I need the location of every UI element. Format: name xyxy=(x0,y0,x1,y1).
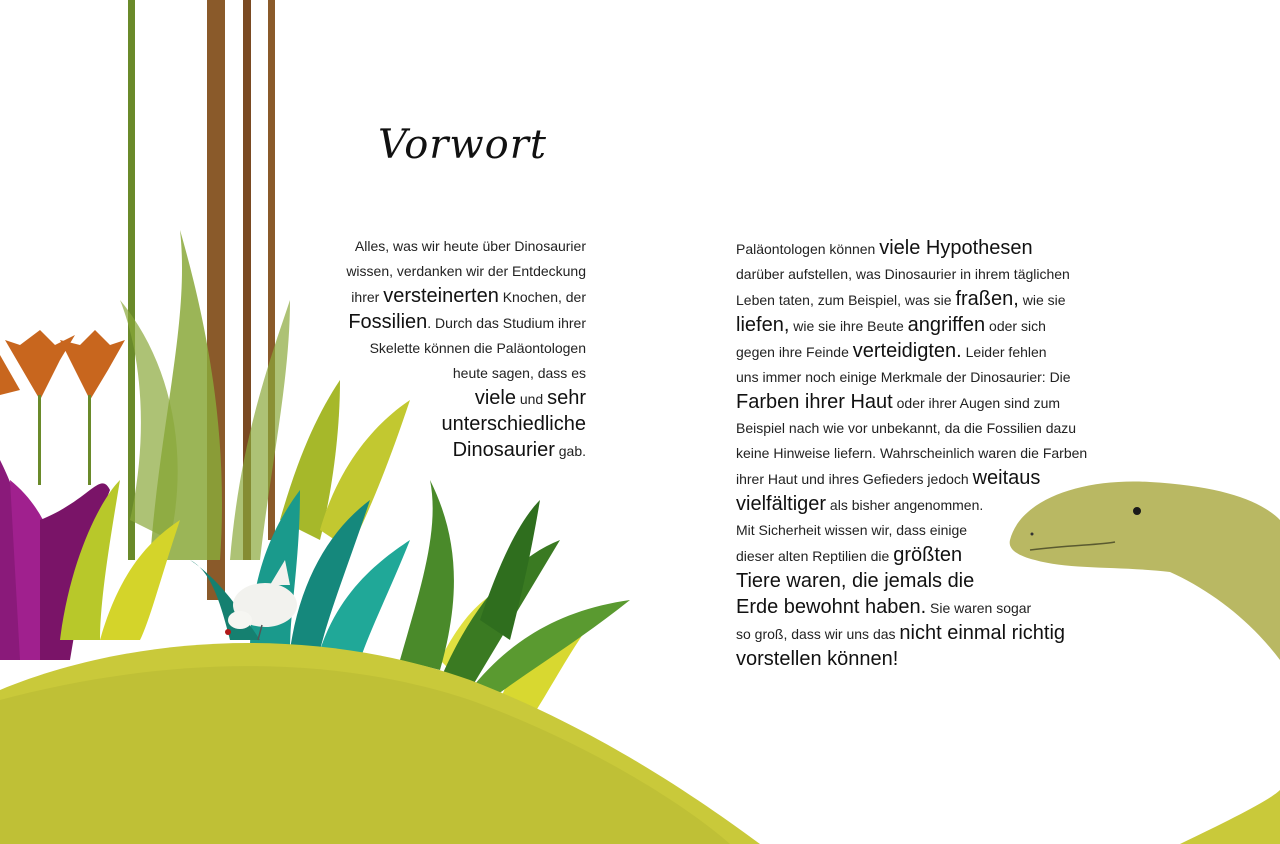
emphasized-text: liefen, xyxy=(736,314,790,336)
body-text: dieser alten Reptilien die xyxy=(736,548,894,564)
body-text: gegen ihre Feinde xyxy=(736,344,853,360)
emphasized-text: viele xyxy=(474,387,516,409)
body-text: oder ihrer Augen sind zum xyxy=(892,395,1061,411)
text-line xyxy=(736,621,1096,647)
text-line xyxy=(736,339,1096,365)
emphasized-text: versteinerten xyxy=(383,285,499,307)
body-text: Paläontologen können xyxy=(736,241,880,257)
text-line xyxy=(736,236,1096,262)
text-line xyxy=(736,416,1096,441)
emphasized-text: größten xyxy=(893,544,963,566)
text-line xyxy=(736,262,1096,287)
body-text: . Durch das Studium ihrer xyxy=(427,315,586,331)
text-line xyxy=(736,441,1096,466)
body-text: Leider fehlen xyxy=(961,344,1047,360)
body-text: ihrer Haut und ihres Gefieders jedoch xyxy=(736,471,973,487)
right-text-column xyxy=(736,236,1096,673)
body-text: Knochen, der xyxy=(498,289,586,305)
tree-trunk xyxy=(128,0,135,560)
body-text: ihrer xyxy=(351,289,384,305)
emphasized-text: sehr xyxy=(547,387,586,409)
text-line xyxy=(286,234,586,259)
body-text: Alles, was wir heute über Dinosaurier xyxy=(354,238,586,254)
emphasized-text: vorstellen können! xyxy=(736,648,899,670)
body-text: wissen, verdanken wir der Entdeckung xyxy=(346,263,586,279)
text-line xyxy=(286,259,586,284)
text-line xyxy=(736,390,1096,416)
text-line xyxy=(286,361,586,386)
text-line xyxy=(286,310,586,336)
body-text: keine Hinweise liefern. Wahrscheinlich waren die Farben xyxy=(736,445,1088,461)
text-line xyxy=(736,313,1096,339)
orange-palm xyxy=(0,330,125,485)
body-text: darüber aufstellen, was Dinosaurier in ihrem täglichen xyxy=(736,266,1070,282)
text-line xyxy=(736,492,1096,518)
emphasized-text: angriffen xyxy=(907,314,986,336)
text-line xyxy=(736,287,1096,313)
emphasized-text: Farben ihrer Haut xyxy=(736,391,893,413)
text-line xyxy=(736,365,1096,390)
fern-leaf xyxy=(120,230,290,560)
text-line xyxy=(286,386,586,412)
page-title: Vorwort xyxy=(378,122,547,168)
text-line xyxy=(736,595,1096,621)
text-line xyxy=(736,466,1096,492)
body-text: Mit Sicherheit wissen wir, dass einige xyxy=(736,522,968,538)
body-text: Sie waren sogar xyxy=(926,600,1032,616)
text-line xyxy=(736,518,1096,543)
emphasized-text: nicht einmal richtig xyxy=(899,622,1066,644)
body-text: oder sich xyxy=(985,318,1046,334)
emphasized-text: Fossilien xyxy=(348,311,428,333)
body-text: als bisher angenommen. xyxy=(826,497,984,513)
body-text: Beispiel nach wie vor unbekannt, da die Fossilien dazu xyxy=(736,420,1077,436)
body-text: Skelette können die Paläontologen xyxy=(369,340,586,356)
text-line xyxy=(736,543,1096,569)
text-line xyxy=(286,284,586,310)
emphasized-text: weitaus xyxy=(972,467,1041,489)
body-text: wie sie xyxy=(1018,292,1066,308)
left-text-column xyxy=(286,234,586,464)
text-line xyxy=(286,336,586,361)
text-line xyxy=(286,438,586,464)
emphasized-text: Tiere waren, die jemals die xyxy=(736,570,975,592)
emphasized-text: viele Hypothesen xyxy=(879,237,1033,259)
body-text: und xyxy=(515,391,548,407)
body-text: Leben taten, zum Beispiel, was sie xyxy=(736,292,956,308)
text-line xyxy=(736,569,1096,595)
body-text: wie sie ihre Beute xyxy=(789,318,908,334)
body-text: heute sagen, dass es xyxy=(452,365,586,381)
emphasized-text: Dinosaurier xyxy=(452,439,555,461)
green-leaves xyxy=(400,480,630,700)
body-text: uns immer noch einige Merkmale der Dinosaurier: Die xyxy=(736,369,1071,385)
text-line xyxy=(286,412,586,438)
emphasized-text: vielfältiger xyxy=(736,493,827,515)
emphasized-text: verteidigten. xyxy=(852,340,962,362)
body-text: gab. xyxy=(554,443,586,459)
emphasized-text: Erde bewohnt haben. xyxy=(736,596,927,618)
body-text: so groß, dass wir uns das xyxy=(736,626,900,642)
text-line xyxy=(736,647,1096,673)
emphasized-text: fraßen, xyxy=(955,288,1019,310)
dinosaur-eye xyxy=(1133,507,1141,515)
emphasized-text: unterschiedliche xyxy=(441,413,586,435)
